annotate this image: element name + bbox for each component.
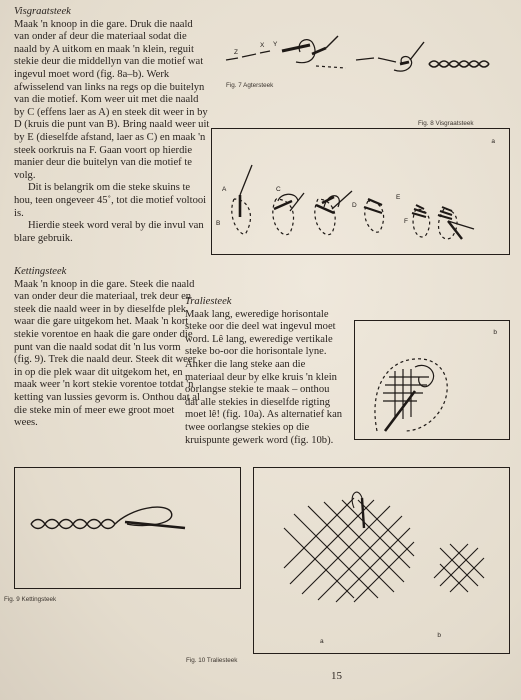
fig8-label-C: C: [276, 186, 281, 193]
fig8-label-A: A: [222, 186, 227, 193]
ketting-paragraph-1: Maak 'n knoop in die gare. Steek die naald van onder deur die materiaal, trek deur en steek die naald weer in by dieselfde plek waar die gare uitgekom het. Maak 'n kort stekie vorentoe en haak die gare onder die punt van die naald sodat dit 'n lus vorm (fig. 9). Trek die naald deur. Steek dit weer in op die plek waar dit uitgekom het, en maak weer 'n kort stekie vorentoe totdat 'n ketting van lussies gevorm is. Onthou dat al die steke min of meer ewe groot moet wees.: [14, 278, 200, 429]
visgraat-paragraph-1: Maak 'n knoop in die gare. Druk die naald van onder af deur die materiaal sodat die naald by A uitkom en maak 'n klein, reguit stekie deur die middellyn van die motief wat ingevul moet word (fig. 8a–b). Werk afwisselend van links na regs op die buitelyn van die motief. Kom weer uit met die naald by C (effens laer as A) en steek dit weer in by D (kruis die punt van B). Bring naald weer uit by E (dieselfde afstand, laer as C) en maak 'n steek oorkruis na F. Gaan voort op hierdie manier deur die buitelyn van die motief te volg.: [14, 18, 210, 181]
fig8-caption: Fig. 8 Visgraatsteek: [418, 120, 474, 127]
fig9-box: [14, 467, 241, 589]
fig7-label-y: Y: [273, 41, 278, 48]
ketting-section: [14, 266, 200, 430]
visgraat-paragraph-2: Dit is belangrik om die steke skuins te hou, teen ongeveer 45˚, tot die motief voltooi is.: [14, 182, 207, 219]
fig10a-trellis-illustration: [254, 468, 508, 652]
fig10b-box: [354, 320, 510, 440]
fig8-label-F: F: [404, 218, 408, 225]
fig8-label-B: B: [216, 220, 221, 227]
fig7-caption: Fig. 7 Agtersteek: [226, 82, 274, 89]
fig7-label-z: Z: [234, 49, 238, 56]
ketting-heading: Kettingsteek: [14, 266, 67, 277]
fig9-chainstitch-illustration: [15, 468, 239, 587]
tralie-paragraph-1: Maak lang, eweredige horisontale steke oor die deel wat ingevul moet word. Lê lang, eweredige vertikale steke bo-oor die horisontale lyne. Anker die lang steke aan die materiaal deur by elke kruis 'n klein oorlangse stekie te maak – onthou dat alle stekies in dieselfde rigting moet lê! (fig. 10a). As alternatief kan twee oorlangse stekies op die kruispunte gewerk word (fig. 10b).: [185, 308, 343, 446]
fig10b-trellis-illustration: [355, 321, 508, 438]
visgraat-section: [14, 6, 210, 245]
fig9-caption: Fig. 9 Kettingsteek: [4, 596, 57, 603]
fig8-box: [211, 128, 510, 255]
fig7-label-x: X: [260, 42, 265, 49]
fig8-label-D: D: [352, 202, 357, 209]
tralie-heading: Traliesteek: [185, 296, 232, 307]
fig8-herringbone-illustration: [212, 129, 508, 253]
fig10b-label-b: b: [493, 329, 497, 336]
fig10a-label-a: a: [320, 638, 324, 645]
visgraat-paragraph-3: Hierdie steek word veral by die invul van blare gebruik.: [14, 220, 204, 244]
fig10a-box: [253, 467, 510, 654]
visgraat-heading: Visgraatsteek: [14, 6, 71, 17]
fig8-label-a: a: [491, 138, 495, 145]
fig7-backstitch-illustration: [224, 32, 509, 82]
fig8-label-E: E: [396, 194, 401, 201]
fig10a-label-b: b: [437, 632, 441, 639]
page-number: 15: [331, 670, 342, 682]
fig10-caption: Fig. 10 Traliesteek: [186, 657, 238, 664]
tralie-section: [185, 296, 343, 447]
